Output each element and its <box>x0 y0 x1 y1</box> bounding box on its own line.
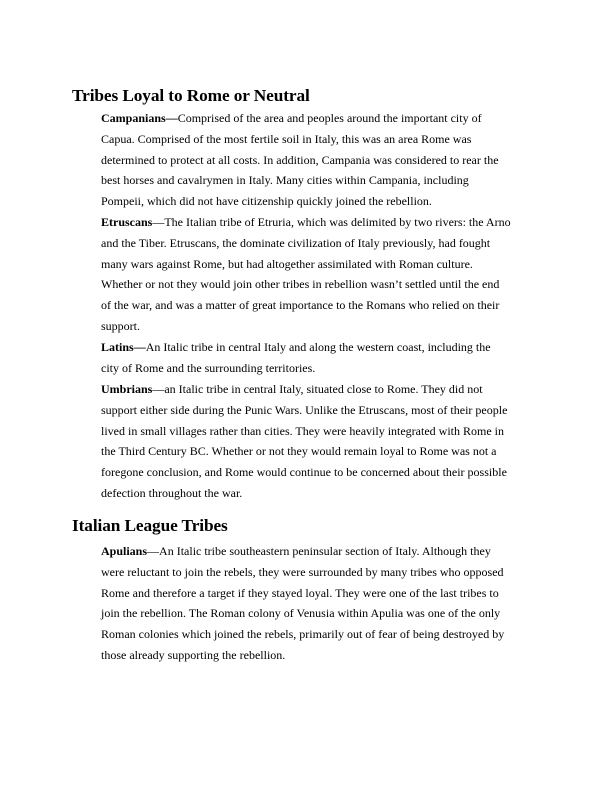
entry-text: The Italian tribe of Etruria, which was delimited by two rivers: the Arno <box>164 215 511 229</box>
entry-line: those already supporting the rebellion. <box>101 647 286 662</box>
entry-text: An Italic tribe in central Italy and along the western coast, including the <box>145 340 491 354</box>
entry-line: Pompeii, which did not have citizenship quickly joined the rebellion. <box>101 194 432 209</box>
entry-text: an Italic tribe in central Italy, situated close to Rome. They did not <box>164 382 483 396</box>
entry-line <box>101 108 521 129</box>
entry-term: Umbrians <box>101 382 153 396</box>
entry-dash: — <box>152 215 165 229</box>
entry-term: Campanians <box>101 111 166 125</box>
entry-line: support either side during the Punic Wars. Unlike the Etruscans, most of their people <box>101 402 508 417</box>
entry-line: and the Tiber. Etruscans, the dominate civilization of Italy previously, had fought <box>101 235 491 250</box>
entry-dash: — <box>133 340 146 354</box>
entry-line: Whether or not they would join other tribes in rebellion wasn’t settled until the end <box>101 277 500 292</box>
entry-line: determined to protect at all costs. In addition, Campania was considered to rear the <box>101 152 499 167</box>
entry-term: Etruscans <box>101 215 153 229</box>
entry-term: Latins <box>101 340 134 354</box>
entry-apulians <box>101 541 521 666</box>
entry-etruscans <box>101 212 521 337</box>
section-heading-loyal-tribes: Tribes Loyal to Rome or Neutral <box>72 86 310 105</box>
entry-text: Comprised of the area and peoples around the important city of <box>177 111 482 125</box>
entry-line <box>101 337 521 358</box>
entry-latins <box>101 337 521 379</box>
entry-line: Capua. Comprised of the most fertile soil in Italy, this was an area Rome was <box>101 131 472 146</box>
section-heading-italian-league: Italian League Tribes <box>72 516 228 535</box>
entry-line: the Third Century BC. Whether or not they would remain loyal to Rome was not a <box>101 444 497 459</box>
entry-dash: — <box>147 544 160 558</box>
entry-line: many wars against Rome, but had altogether assimilated with Roman culture. <box>101 256 473 271</box>
entry-line: city of Rome and the surrounding territories. <box>101 360 316 375</box>
entry-umbrians <box>101 379 521 504</box>
entry-line: support. <box>101 318 140 333</box>
entry-line: foregone conclusion, and Rome would continue to be concerned about their possible <box>101 465 507 480</box>
entry-line <box>101 212 521 233</box>
entry-text: An Italic tribe southeastern peninsular section of Italy. Although they <box>159 544 491 558</box>
entry-term: Apulians <box>101 544 148 558</box>
entry-line: Rome and therefore a target if they stayed loyal. They were one of the last tribes to <box>101 585 499 600</box>
entry-line <box>101 379 521 400</box>
entry-line: of the war, and was a matter of great importance to the Romans who relied on their <box>101 298 500 313</box>
entry-line: were reluctant to join the rebels, they were surrounded by many tribes who opposed <box>101 564 504 579</box>
entry-line <box>101 541 521 562</box>
entry-line: join the rebellion. The Roman colony of Venusia within Apulia was one of the only <box>101 606 501 621</box>
entry-dash: — <box>152 382 165 396</box>
entry-campanians <box>101 108 521 212</box>
entry-line: defection throughout the war. <box>101 485 243 500</box>
entry-line: Roman colonies which joined the rebels, primarily out of fear of being destroyed by <box>101 627 505 642</box>
entry-dash: — <box>165 111 178 125</box>
entry-line: lived in small villages rather than cities. They were heavily integrated with Rome in <box>101 423 504 438</box>
entry-line: best horses and cavalrymen in Italy. Many cities within Campania, including <box>101 173 469 188</box>
